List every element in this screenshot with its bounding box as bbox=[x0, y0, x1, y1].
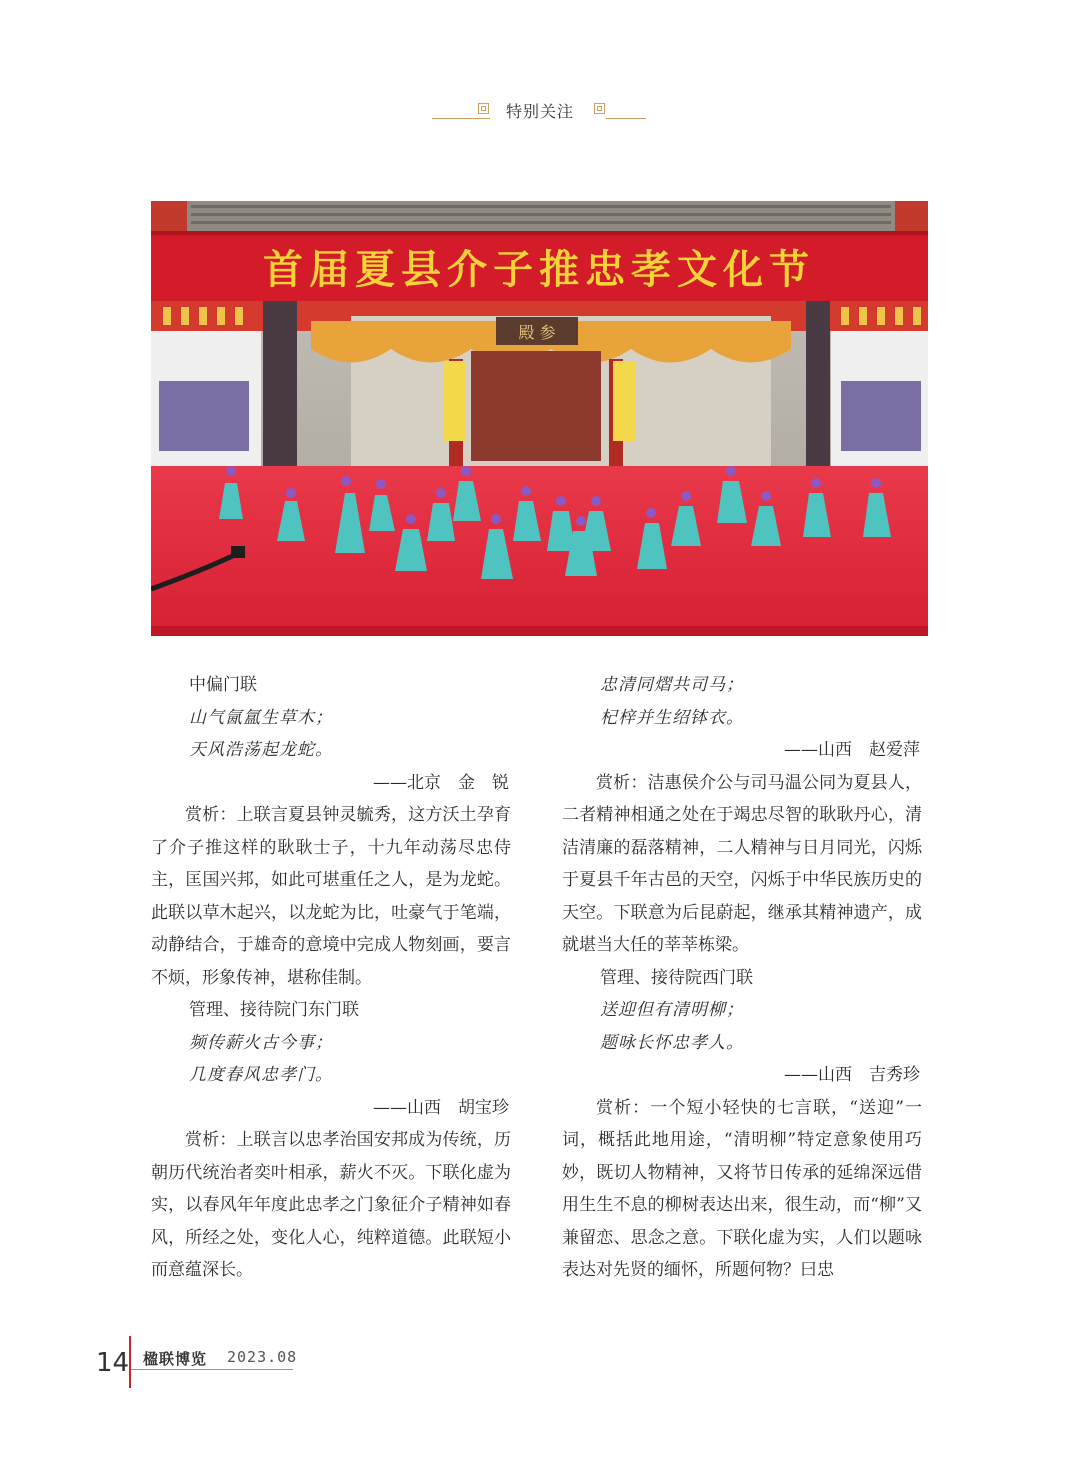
couplet-commentary: 赏析：一个短小轻快的七言联，“送迎”一词，概括此地用途，“清明柳”特定意象使用巧妙，既切人物精神，又将节日传承的延绵深远借用生生不息的柳树表达出来，很生动，而“柳”又兼留恋、思念之意。下联化虚为实，人们以题咏表达对先贤的缅怀，所题何物？曰忠 bbox=[562, 1097, 922, 1280]
couplet-line: 频传薪火古今事； bbox=[189, 1032, 333, 1053]
banner-text: 首届夏县介子推忠孝文化节 bbox=[263, 246, 815, 293]
plaque-text: 殿 参 bbox=[518, 323, 556, 342]
couplet-line: 几度春风忠孝门。 bbox=[189, 1065, 333, 1085]
magazine-name: 楹联博览 bbox=[143, 1350, 208, 1368]
couplet-author: ——北京 金 锐 bbox=[373, 772, 509, 793]
couplet-heading: 中偏门联 bbox=[189, 675, 257, 695]
couplet-author: ——山西 赵爱萍 bbox=[784, 740, 920, 760]
running-header bbox=[0, 96, 1080, 126]
couplet-commentary: 赏析：洁惠侯介公与司马温公同为夏县人，二者精神相通之处在于竭忠尽智的耿耿丹心，清洁清廉的磊落精神，二人精神与日月同光，闪烁于夏县千年古邑的天空，闪烁于中华民族历史的天空。下联意为后昆蔚起，继承其精神遗产，成就堪当大任的莘莘栋梁。 bbox=[562, 772, 922, 955]
left-text-column bbox=[151, 669, 511, 1287]
couplet-commentary: 赏析：上联言以忠孝治国安邦成为传统，历朝历代统治者奕叶相承，薪火不灭。下联化虚为实，以春风年年度此忠孝之门象征介子精神如春风，所经之处，变化人心，纯粹道德。此联短小而意蕴深长。 bbox=[151, 1130, 511, 1280]
header-rule-left bbox=[432, 118, 490, 119]
couplet-line: 忠清同熠共司马； bbox=[600, 675, 744, 695]
couplet-heading: 管理、接待院西门联 bbox=[600, 967, 753, 988]
stage-illustration bbox=[151, 201, 928, 636]
festival-stage-photo bbox=[151, 201, 928, 636]
couplet-line: 杞梓并生绍钵衣。 bbox=[600, 707, 744, 728]
page-number: 14 bbox=[96, 1348, 130, 1378]
couplet-author: ——山西 吉秀珍 bbox=[784, 1065, 920, 1085]
couplet-line: 题咏长怀忠孝人。 bbox=[600, 1032, 744, 1053]
couplet-author: ——山西 胡宝珍 bbox=[373, 1097, 509, 1118]
fret-ornament-icon bbox=[478, 103, 489, 114]
section-title: 特别关注 bbox=[505, 102, 574, 121]
couplet-line: 天风浩荡起龙蛇。 bbox=[189, 740, 333, 760]
couplet-commentary: 赏析：上联言夏县钟灵毓秀，这方沃土孕育了介子推这样的耿耿士子，十九年动荡尽忠侍主，匡国兴邦，如此可堪重任之人，是为龙蛇。此联以草木起兴，以龙蛇为比，吐豪气于笔端，动静结合，于雄奇的意境中完成人物刻画，要言不烦，形象传神，堪称佳制。 bbox=[151, 805, 511, 988]
right-text-column bbox=[562, 669, 922, 1287]
footer-divider bbox=[129, 1336, 131, 1388]
couplet-line: 山气氤氲生草木； bbox=[189, 707, 333, 728]
header-rule-right bbox=[606, 118, 646, 119]
fret-ornament-icon bbox=[594, 103, 605, 114]
issue-date: 2023.08 bbox=[227, 1348, 298, 1366]
footer-rule bbox=[131, 1369, 293, 1370]
page-footer bbox=[0, 1336, 1080, 1396]
couplet-line: 送迎但有清明柳； bbox=[600, 1000, 744, 1020]
couplet-heading: 管理、接待院门东门联 bbox=[189, 1000, 359, 1020]
